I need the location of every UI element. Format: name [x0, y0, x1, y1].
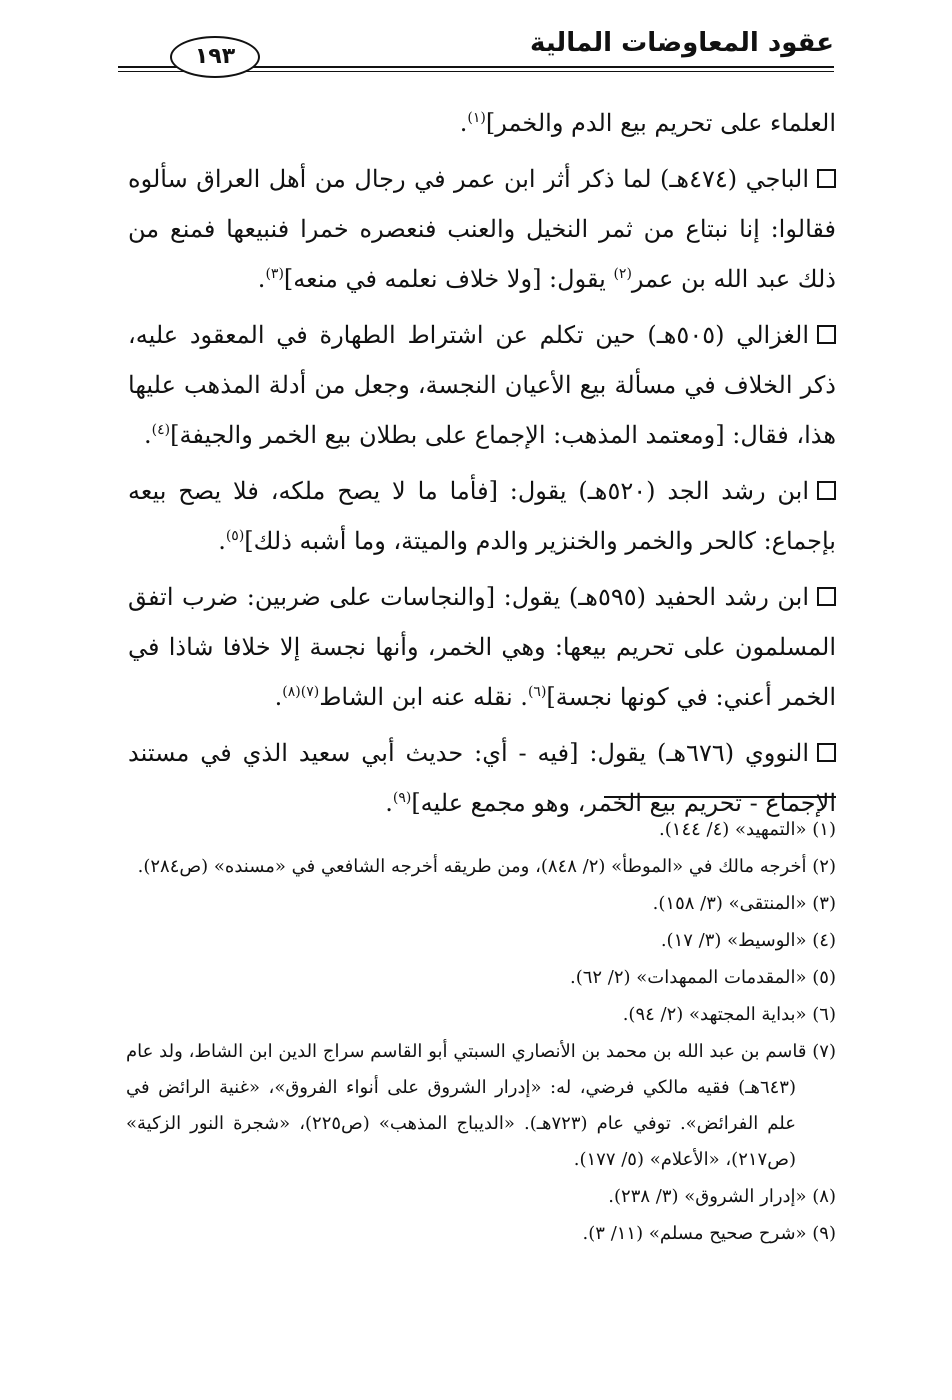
- footnote-ref: (٤): [151, 422, 171, 438]
- footnote-ref: (٦): [527, 684, 547, 700]
- page-number: ١٩٣: [170, 36, 260, 78]
- footnote: (٨) «إدرار الشروق» (٣/ ٢٣٨).: [608, 1186, 836, 1207]
- paragraph: ابن رشد الجد (٥٢٠هـ) يقول: [فأما ما لا يصح ملكه، فلا يصح بيعه بإجماع: كالحر والخمر والخنزير والدم والميتة، وما أشبه ذلك]$^{(٥)}$.: [128, 477, 836, 555]
- footnote-ref: (٢): [613, 266, 632, 282]
- paragraph: الباجي (٤٧٤هـ) لما ذكر أثر ابن عمر في رجال من أهل العراق سألوه فقالوا: إنا نبتاع من ثمر النخيل والعنب فنعصره خمرا فنبيعها فمنع من ذلك عبد الله بن عمر$^{(٢)}$ يقول: [ولا خلاف نعلمه في منعه]$^{(٣)}$.: [128, 165, 836, 293]
- footnote: (٤) «الوسيط» (٣/ ١٧).: [660, 930, 836, 951]
- paragraph: الغزالي (٥٠٥هـ) حين تكلم عن اشتراط الطهارة في المعقود عليه، ذكر الخلاف في مسألة بيع الأعيان النجسة، وجعل من أدلة المذهب عليها هذا، فقال: [ومعتمد المذهب: الإجماع على بطلان بيع الخمر والجيفة]$^{(٤)}$.: [128, 321, 836, 449]
- footnote: (١) «التمهيد» (٤/ ١٤٤).: [659, 819, 836, 840]
- main-text: [128, 98, 836, 834]
- paragraph: النووي (٦٧٦هـ) يقول: [فيه - أي: حديث أبي سعيد الذي في مستند الإجماع - تحريم بيع الخمر، وهو مجمع عليه]$^{(٩)}$.: [128, 739, 836, 817]
- footnote-ref: (٩): [392, 790, 412, 806]
- footnote-ref: (٥): [225, 528, 245, 544]
- footnote: (٣) «المنتقى» (٣/ ١٥٨).: [652, 893, 836, 914]
- square-bullet-icon: [817, 587, 836, 606]
- footnote-ref: (٧)(٨): [282, 684, 320, 700]
- footnote: (٧) قاسم بن عبد الله بن محمد بن الأنصاري السبتي أبو القاسم سراج الدين ابن الشاط، ولد عام (٦٤٣هـ) فقيه مالكي فرضي، له: «إدرار الشروق على أنواء الفروق»، «غنية الرائض في علم الفرائض». توفي عام (٧٢٣هـ). «الديباج المذهب» (ص٢٢٥)، «شجرة النور الزكية» (ص٢١٧)، «الأعلام» (٥/ ١٧٧).: [126, 1041, 836, 1170]
- footnote: (٢) أخرجه مالك في «الموطأ» (٢/ ٨٤٨)، ومن طريقه أخرجه الشافعي في «مسنده» (ص٢٨٤).: [137, 856, 836, 877]
- square-bullet-icon: [817, 325, 836, 344]
- footnote: (٦) «بداية المجتهد» (٢/ ٩٤).: [622, 1004, 836, 1025]
- paragraph: العلماء على تحريم بيع الدم والخمر]$^{(١)}$.: [459, 109, 836, 137]
- paragraph: ابن رشد الحفيد (٥٩٥هـ) يقول: [والنجاسات على ضربين: ضرب اتفق المسلمون على تحريم بيعها: وهي الخمر، وأنها نجسة إلا خلافا شاذا في الخمر أعني: في كونها نجسة]$^{(٦)}$. نقله عنه ابن الشاط$^{(٧)(٨)}$.: [128, 583, 836, 711]
- footnote: (٥) «المقدمات الممهدات» (٢/ ٦٢).: [569, 967, 836, 988]
- square-bullet-icon: [817, 169, 836, 188]
- footnote-ref: (٣): [265, 266, 284, 282]
- running-title: عقود المعاوضات المالية: [530, 28, 834, 58]
- page-header: [118, 26, 834, 82]
- footnotes: [126, 812, 836, 1253]
- footnote: (٩) «شرح صحيح مسلم» (١١/ ٣).: [582, 1223, 836, 1244]
- footnote-ref: (١): [467, 110, 486, 126]
- square-bullet-icon: [817, 481, 836, 500]
- square-bullet-icon: [817, 743, 836, 762]
- footnote-divider: [604, 796, 836, 798]
